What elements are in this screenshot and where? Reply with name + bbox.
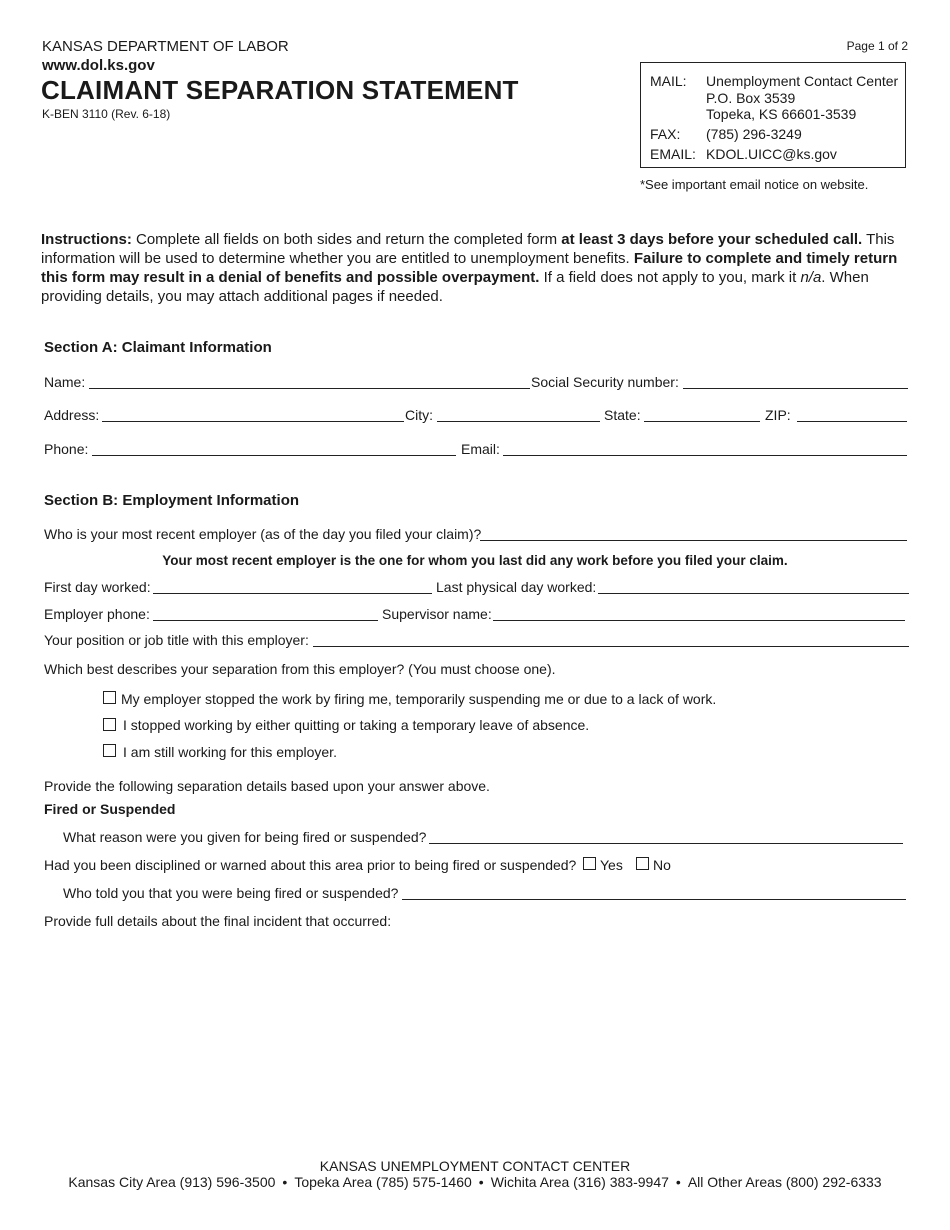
instructions-bold-1: at least 3 days before your scheduled call. bbox=[561, 231, 863, 248]
email-notice: *See important email notice on website. bbox=[640, 177, 869, 192]
footer-bullet: • bbox=[282, 1174, 288, 1190]
footer-bullet: • bbox=[675, 1174, 681, 1190]
last-day-label: Last physical day worked: bbox=[436, 579, 597, 595]
footer-bullet: • bbox=[478, 1174, 484, 1190]
disciplined-question: Had you been disciplined or warned about this area prior to being fired or suspended? bbox=[44, 857, 577, 873]
recent-employer-label: Who is your most recent employer (as of the day you filed your claim)? bbox=[44, 526, 482, 542]
who-told-field[interactable] bbox=[402, 899, 906, 900]
ssn-field[interactable] bbox=[683, 388, 908, 389]
name-field[interactable] bbox=[89, 388, 530, 389]
form-number: K-BEN 3110 (Rev. 6-18) bbox=[42, 107, 171, 121]
department-name: KANSAS DEPARTMENT OF LABOR bbox=[42, 38, 289, 55]
website-link[interactable]: www.dol.ks.gov bbox=[42, 57, 155, 74]
footer-title: KANSAS UNEMPLOYMENT CONTACT CENTER bbox=[319, 1158, 631, 1174]
instructions bbox=[41, 230, 903, 306]
details-intro: Provide the following separation details based upon your answer above. bbox=[44, 778, 490, 794]
state-field[interactable] bbox=[644, 421, 760, 422]
page-number: Page 1 of 2 bbox=[846, 39, 908, 53]
final-incident-label: Provide full details about the final incident that occurred: bbox=[44, 913, 392, 929]
ssn-label: Social Security number: bbox=[531, 374, 679, 390]
section-b-title: Section B: Employment Information bbox=[44, 492, 300, 509]
last-day-field[interactable] bbox=[598, 593, 909, 594]
recent-employer-field[interactable] bbox=[480, 540, 907, 541]
phone-field[interactable] bbox=[92, 455, 456, 456]
footer-kansas-city: Kansas City Area (913) 596-3500 bbox=[68, 1174, 276, 1190]
instructions-lead: Instructions: bbox=[41, 231, 132, 248]
employer-phone-field[interactable] bbox=[153, 620, 378, 621]
first-day-field[interactable] bbox=[153, 593, 432, 594]
address-label: Address: bbox=[44, 407, 100, 423]
instructions-text-1: Complete all fields on both sides and return the completed form bbox=[131, 231, 562, 248]
supervisor-field[interactable] bbox=[493, 620, 905, 621]
disciplined-yes-checkbox[interactable] bbox=[583, 857, 596, 870]
email-label: EMAIL: bbox=[650, 146, 696, 162]
who-told-question: Who told you that you were being fired or suspended? bbox=[63, 885, 399, 901]
zip-label: ZIP: bbox=[765, 407, 791, 423]
option-quit-checkbox[interactable] bbox=[103, 718, 116, 731]
instructions-bold-2: Failure to complete and timely return this form may result in a denial of benefits and possible overpayment. bbox=[41, 250, 898, 286]
instructions-na: n/a bbox=[800, 269, 822, 286]
disciplined-yes-label: Yes bbox=[600, 857, 623, 873]
email-field-label: Email: bbox=[461, 441, 500, 457]
disciplined-no-checkbox[interactable] bbox=[636, 857, 649, 870]
option-still-working-checkbox[interactable] bbox=[103, 744, 116, 757]
disciplined-no-label: No bbox=[653, 857, 671, 873]
footer-wichita: Wichita Area (316) 383-9947 bbox=[490, 1174, 669, 1190]
instructions-text-4: . When providing details, you may attach additional pages if needed. bbox=[41, 269, 869, 305]
section-a-title: Section A: Claimant Information bbox=[44, 339, 272, 356]
fired-heading: Fired or Suspended bbox=[44, 801, 176, 817]
option-fired-checkbox[interactable] bbox=[103, 691, 116, 704]
reason-field[interactable] bbox=[429, 843, 903, 844]
footer-topeka: Topeka Area (785) 575-1460 bbox=[294, 1174, 472, 1190]
separation-question: Which best describes your separation from this employer? (You must choose one). bbox=[44, 661, 556, 677]
contact-box bbox=[640, 62, 906, 168]
final-incident-area[interactable] bbox=[44, 935, 908, 1135]
employer-phone-label: Employer phone: bbox=[44, 606, 150, 622]
zip-field[interactable] bbox=[797, 421, 907, 422]
option-fired-label: My employer stopped the work by firing me, temporarily suspending me or due to a lack of work. bbox=[121, 691, 717, 707]
instructions-text-2: This information will be used to determine whether you are entitled to unemployment benefits. bbox=[41, 231, 895, 267]
mail-line-2: P.O. Box 3539 bbox=[706, 90, 796, 106]
reason-question: What reason were you given for being fired or suspended? bbox=[63, 829, 427, 845]
supervisor-label: Supervisor name: bbox=[382, 606, 492, 622]
email-field[interactable] bbox=[503, 455, 907, 456]
fax-value: (785) 296-3249 bbox=[706, 126, 802, 142]
form-title: CLAIMANT SEPARATION STATEMENT bbox=[41, 75, 519, 105]
first-day-label: First day worked: bbox=[44, 579, 151, 595]
email-value[interactable]: KDOL.UICC@ks.gov bbox=[706, 146, 837, 162]
position-label: Your position or job title with this employer: bbox=[44, 632, 309, 648]
state-label: State: bbox=[604, 407, 641, 423]
position-field[interactable] bbox=[313, 646, 909, 647]
mail-line-1: Unemployment Contact Center bbox=[706, 73, 899, 89]
footer-phones bbox=[0, 1174, 950, 1190]
footer-other-areas: All Other Areas (800) 292-6333 bbox=[687, 1174, 882, 1190]
city-field[interactable] bbox=[437, 421, 600, 422]
city-label: City: bbox=[405, 407, 433, 423]
address-field[interactable] bbox=[102, 421, 404, 422]
instructions-text-3: If a field does not apply to you, mark it bbox=[539, 269, 801, 286]
mail-label: MAIL: bbox=[650, 73, 687, 89]
option-quit-label: I stopped working by either quitting or taking a temporary leave of absence. bbox=[123, 717, 590, 733]
phone-label: Phone: bbox=[44, 441, 89, 457]
fax-label: FAX: bbox=[650, 126, 681, 142]
employer-note: Your most recent employer is the one for whom you last did any work before you filed your claim. bbox=[162, 553, 788, 568]
name-label: Name: bbox=[44, 374, 86, 390]
option-still-working-label: I am still working for this employer. bbox=[123, 744, 337, 760]
mail-line-3: Topeka, KS 66601-3539 bbox=[706, 106, 857, 122]
